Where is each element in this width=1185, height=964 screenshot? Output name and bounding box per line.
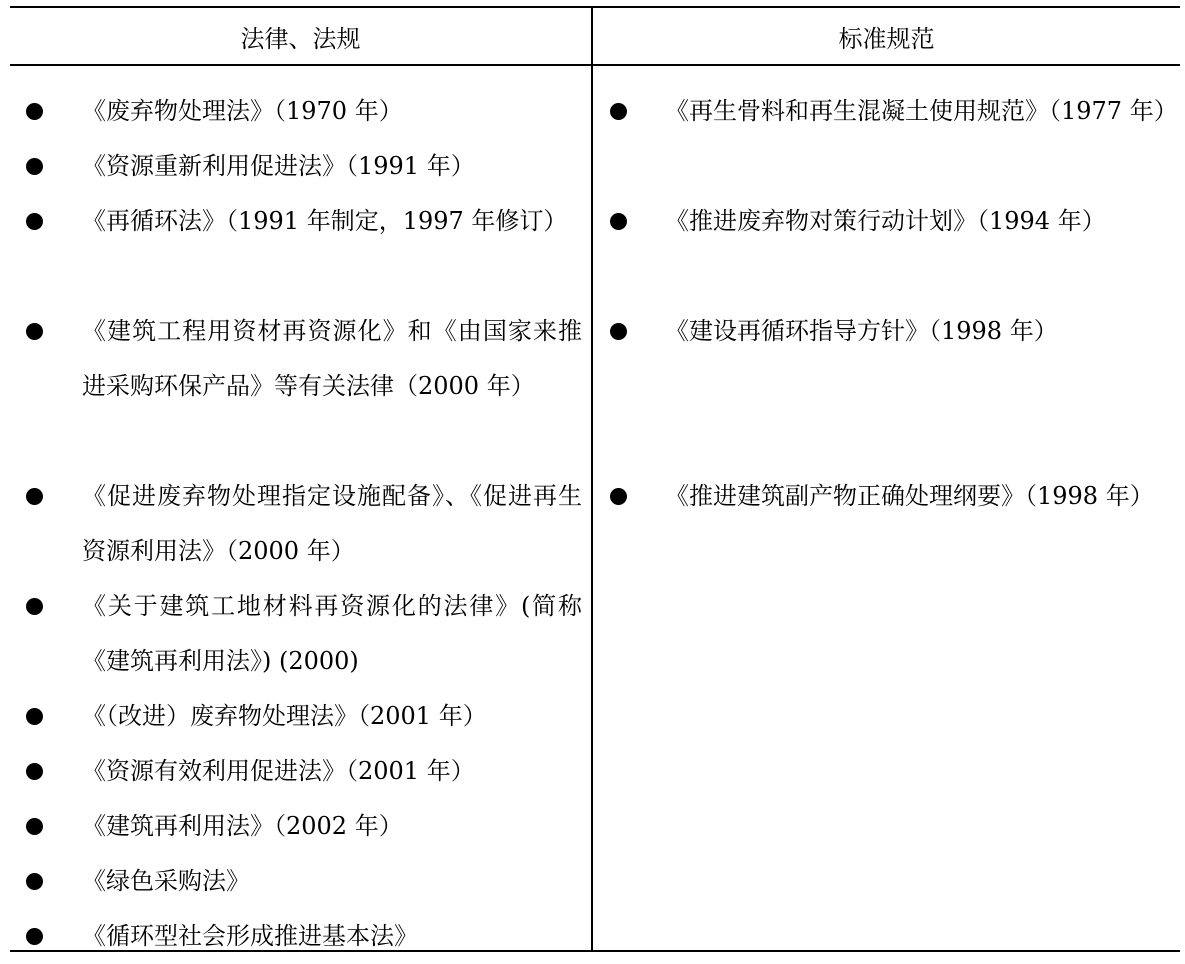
list-item-text: 《推进建筑副产物正确处理纲要》（1998 年） xyxy=(665,482,1154,510)
list-item-text: 《关于建筑工地材料再资源化的法律》(简称《建筑再利用法》) (2000) xyxy=(82,592,582,675)
bullet-icon xyxy=(26,598,43,615)
list-item xyxy=(665,194,1167,249)
list-item-text: 《资源有效利用促进法》（2001 年） xyxy=(82,757,475,785)
bullet-icon xyxy=(26,103,43,120)
bullet-icon xyxy=(610,213,627,230)
bullet-icon xyxy=(610,323,627,340)
bullet-icon xyxy=(610,488,627,505)
list-item-text: 《推进废弃物对策行动计划》（1994 年） xyxy=(665,207,1106,235)
list-item xyxy=(82,744,582,799)
list-item xyxy=(665,469,1167,524)
list-item xyxy=(82,139,582,194)
list-item xyxy=(82,84,582,139)
list-item-text: 《再循环法》（1991 年制定，1997 年修订） xyxy=(82,207,568,235)
bullet-icon xyxy=(26,928,43,945)
list-item xyxy=(82,854,582,909)
list-item-text: 《资源重新利用促进法》（1991 年） xyxy=(82,152,475,180)
list-item-text: 《建筑工程用资材再资源化》和《由国家来推进采购环保产品》等有关法律（2000 年） xyxy=(82,317,582,400)
list-item-text: 《建设再循环指导方针》（1998 年） xyxy=(665,317,1058,345)
bullet-icon xyxy=(26,323,43,340)
bullet-icon xyxy=(26,708,43,725)
list-item-text: 《促进废弃物处理指定设施配备》、《促进再生资源利用法》（2000 年） xyxy=(82,482,582,565)
bullet-icon xyxy=(26,488,43,505)
list-item xyxy=(665,84,1178,139)
list-item-text: 《（改进）废弃物处理法》（2001 年） xyxy=(82,702,487,730)
list-item xyxy=(82,194,582,249)
regulations-table xyxy=(10,6,1180,952)
bullet-icon xyxy=(26,158,43,175)
list-item-text: 《建筑再利用法》（2002 年） xyxy=(82,812,403,840)
header-standards: 标准规范 xyxy=(838,24,935,53)
bullet-icon xyxy=(26,873,43,890)
bullet-icon xyxy=(26,213,43,230)
list-item xyxy=(82,304,582,414)
list-item xyxy=(82,689,582,744)
bullet-icon xyxy=(26,818,43,835)
list-item xyxy=(665,304,1167,359)
column-divider xyxy=(591,8,593,950)
list-item xyxy=(82,579,582,689)
bullet-icon xyxy=(26,763,43,780)
bullet-icon xyxy=(610,103,627,120)
list-item-text: 《再生骨料和再生混凝土使用规范》（1977 年） xyxy=(665,97,1178,125)
list-item xyxy=(82,469,582,579)
header-laws: 法律、法规 xyxy=(240,24,361,53)
header-divider xyxy=(10,64,1180,66)
list-item-text: 《废弃物处理法》（1970 年） xyxy=(82,97,403,125)
list-item-text: 《绿色采购法》 xyxy=(82,867,250,895)
list-item-text: 《循环型社会形成推进基本法》 xyxy=(82,922,418,950)
list-item xyxy=(82,799,582,854)
